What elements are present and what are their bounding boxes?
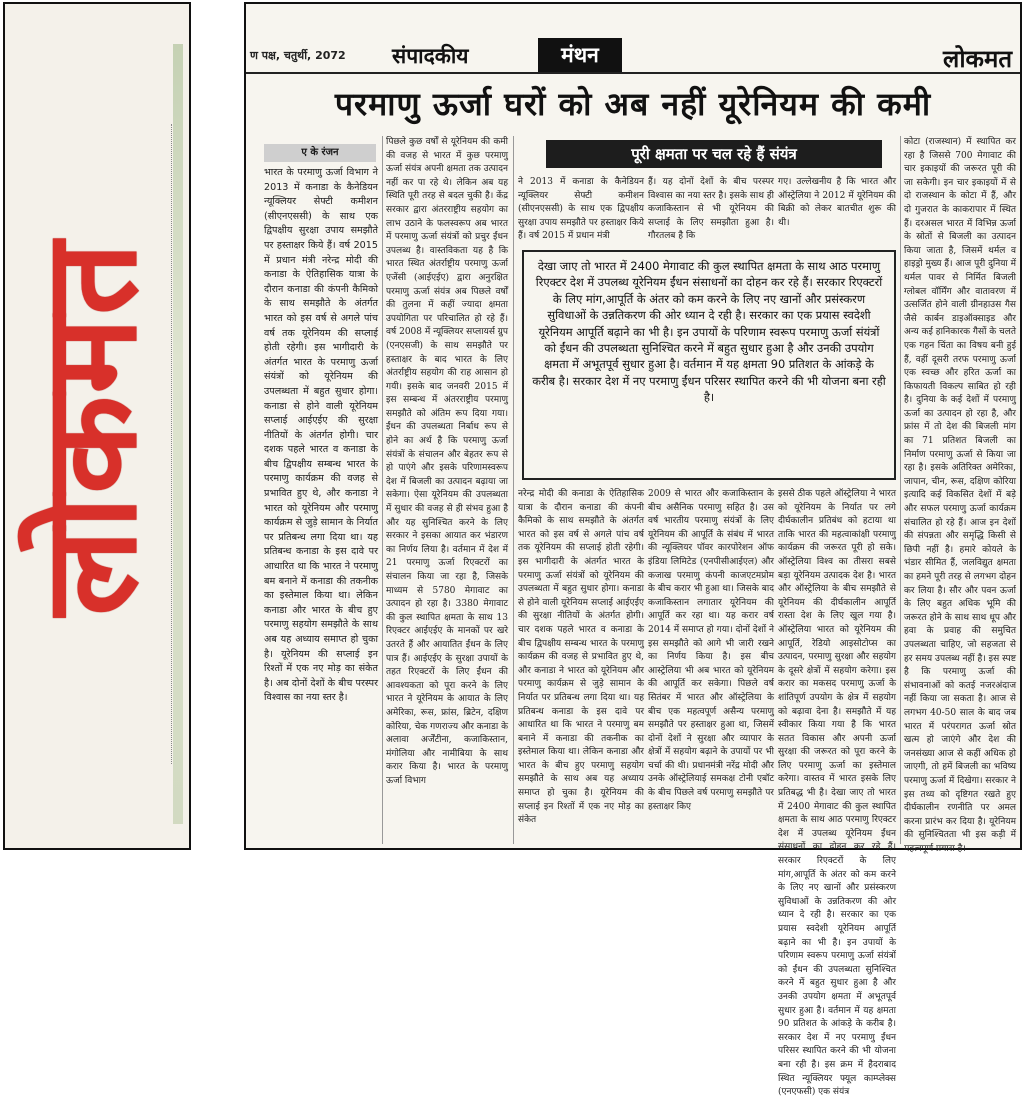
article-subhead: पूरी क्षमता पर चल रहे हैं संयंत्र: [546, 140, 882, 168]
newspaper-page: [244, 2, 1022, 1098]
edition-date: ण पक्ष, चतुर्थी, 2072: [250, 49, 346, 62]
article-headline: परमाणु ऊर्जा घरों को अब नहीं यूरेनियम की कमी: [334, 85, 932, 123]
article-column-9: कोटा (राजस्थान) में स्थापित कर रहा है जिससे 700 मेगावाट की चार इकाइयों की जरूरत पूरी की जा सकेगी। इन चार इकाइयों में से दो राजस्थान के कोटा में हैं, और दो गुजरात के काकरापार में स्थित हैं। दरअसल भारत में विभिन्न ऊर्जा के स्रोतों से बिजली का उत्पादन किया जाता है, जिसमें थर्मल व हाइड्रो मुख्य हैं। आज पूरी दुनिया में थर्मल पावर से निर्मित बिजली ग्लोबल वॉर्मिंग और वातावरण में उत्सर्जित होने वाली ग्रीनहाउस गैस जैसे कार्बन डाइऑक्साइड और अन्य कई हानिकारक गैसों के चलते एक गहन चिंता का विषय बनी हुई हैं, वहीं दूसरी तरफ परमाणु ऊर्जा एक स्वच्छ और हरित ऊर्जा का किफायती विकल्प साबित हो रही है। दुनिया के कई देशों में परमाणु ऊर्जा का उत्पादन हो रहा है, और फ्रांस में तो देश की बिजली मांग का 71 प्रतिशत बिजली का निर्माण परमाणु ऊर्जा से किया जा रहा है। इसके अतिरिक्त अमेरिका, जापान, चीन, रूस, दक्षिण कोरिया इत्यादि कई विकसित देशों में बड़े और सफल परमाणु ऊर्जा कार्यक्रम संचालित हो रहे हैं। आज इन देशों की संपन्नता और समृद्धि किसी से छिपी नहीं है। हमारे कोयले के भंडार सीमित हैं, जलविद्युत क्षमता का हमने पूरी तरह से लगभग दोहन कर लिया है। सौर और पवन ऊर्जा के लिए बहुत अधिक भूमि की जरूरत होने के साथ साथ धूप और हवा के प्रवाह की समुचित उपलब्धता चाहिए, जो सहजता से हर समय उपलब्ध नहीं है। इस स्पष्ट है कि परमाणु ऊर्जा की संभावनाओं को कतई नजरअंदाज नहीं किया जा सकता है। आज से लगभग 40-50 साल के बाद जब भारत में परंपरागत ऊर्जा स्रोत खत्म हो जाएंगे और देश की जनसंख्या आज से कहीं अधिक हो जाएगी, तो हमें बिजली का भविष्य परमाणु ऊर्जा में दिखेगा। सरकार ने इस तथ्य को दृष्टिगत रखते हुए दीर्घकालीन रणनीति पर अमल करना प्रारंभ कर दिया है। यूरेनियम की सुनिश्चितता भी इस कड़ी में महत्वपूर्ण प्रयास है।: [904, 137, 1016, 854]
article-column-6: 2009 से भारत और कजाकिस्तान के बीच असैनिक परमाणु सहित है। उस वर्ष भारतीय परमाणु संयंत्रों के लिए यूरेनियम की आपूर्ति के संबंध में भारत की न्यूक्लियर पॉवर कारपोरेशन ऑफ इंडिया लिमिटेड (एनपीसीआईएल) और कजाख परमाणु कंपनी काजएटमप्रोम के बीच करार भी हुआ था। जिसके बाद कजाकिस्तान लगातार यूरेनियम की आपूर्ति कर रहा था। यह करार वर्ष 2014 में समाप्त हो गया। दोनों देशों ने इस समझौते को आगे भी जारी रखने का निर्णय किया है। इस बीच आस्ट्रेलिया भी अब भारत को यूरेनियम की आपूर्ति कर सकेगा। पिछले वर्ष सितंबर में भारत और ऑस्ट्रेलिया के बीच एक महत्वपूर्ण असैन्य परमाणु समझौते पर हस्ताक्षर हुआ था, जिसमें दोनों देशों ने सुरक्षा और व्यापार के क्षेत्रों में सहयोग बढ़ाने के उपायों पर भी चर्चा की थी। प्रधानमंत्री नरेंद्र मोदी और उनके ऑस्ट्रेलियाई समकक्ष टोनी एबॉट के बीच पिछले वर्ष परमाणु समझौते पर हस्ताक्षर किए: [648, 489, 774, 812]
article-column-1: भारत के परमाणु ऊर्जा विभाग ने 2013 में कनाडा के कैनेडियन न्यूक्लियर सेफ्टी कमीशन (सीएनएससी) के साथ एक द्विपक्षीय सुरक्षा उपाय समझौते पर हस्ताक्षर किये हैं। वर्ष 2015 में प्रधान मंत्री नरेन्द्र मोदी की कनाडा के ऐतिहासिक यात्रा के दौरान कनाडा की कंपनी कैमिको के साथ समझौते के अंतर्गत भारत को इस वर्ष से अगले पांच वर्ष तक यूरेनियम की सप्लाई होती रहेगी। इस भागीदारी के अंतर्गत भारत के परमाणु ऊर्जा संयंत्रों को यूरेनियम की उपलब्धता में बहुत सुधार होगा। कनाडा से होने वाली यूरेनियम सप्लाई आईएईए की सुरक्षा नीतियों के अंतर्गत होगी। चार दशक पहले भारत व कनाडा के बीच द्विपक्षीय सम्बन्ध भारत के परमाणु कार्यक्रम की वजह से प्रभावित हुए थे, और कनाडा ने भारत को यूरेनियम और परमाणु कार्यक्रम से जुड़े सामान के निर्यात पर प्रतिबन्ध लगा दिया था। यह प्रतिबन्ध कनाडा के इस दावे पर आधारित था कि भारत ने परमाणु बम बनाने में कनाडा की तकनीक का इस्तेमाल किया था। लेकिन कनाडा और भारत के बीच हुए परमाणु सहयोग समझौते के साथ अब यह अध्याय समाप्त हो चुका है। यूरेनियम की सप्लाई इन रिश्तों में एक नए मोड़ का संकेत है। अब दोनों देशों के बीच परस्पर विश्वास का नया स्तर है।: [264, 167, 378, 704]
article-column-2: पिछले कुछ वर्षों से यूरेनियम की कमी की वजह से भारत में कुछ परमाणु ऊर्जा संयंत्र अपनी क्षमता तक उत्पादन नहीं कर पा रहे थे। लेकिन अब यह स्थिति पूरी तरह से बदल चुकी है। केंद्र सरकार द्वारा अंतरराष्ट्रीय सहयोग का लाभ उठाने के फलस्वरूप अब भारत में परमाणु ऊर्जा संयंत्रों को प्रचुर ईंधन उपलब्ध है। वास्तविकता यह है कि भारत स्थित अंतर्राष्ट्रीय परमाणु ऊर्जा एजेंसी (आईएईए) द्वारा अनुरक्षित परमाणु ऊर्जा संयंत्र अब पिछले वर्षों की तुलना में कहीं ज्यादा क्षमता उपयोगिता पर परिचालित हो रहे हैं। वर्ष 2008 में न्यूक्लियर सप्लायर्स ग्रुप (एनएसजी) के साथ समझौते पर हस्ताक्षर के बाद भारत के लिए अंतर्राष्ट्रीय सहयोग की राह आसान हो गयी। इसके बाद जनवरी 2015 में इस सम्बन्ध में अंतरराष्ट्रीय परमाणु समझौते को अंतिम रूप दिया गया। ईंधन की उपलब्धता निर्बाध रूप से होने का अर्थ है कि परमाणु ऊर्जा संयंत्रों के संचालन और बेहतर रूप से हो पाएंगे और इसके परिणामस्वरूप देश में बिजली का उत्पादन बढ़ाया जा सकेगा। ऐसा यूरेनियम की उपलब्धता में सुधार की वजह से ही संभव हुआ है और यह सुनिश्चित करने के लिए सरकार ने इसका आयात कर भंडारण का निर्णय लिया है। वर्तमान में देश में 21 परमाणु ऊर्जा रिएक्टरों का संचालन किया जा रहा है, जिसके माध्यम से 5780 मेगावाट का उत्पादन हो रहा है। 3380 मेगावाट की कुल स्थापित क्षमता के साथ 13 रिएक्टर आईएईए के मानकों पर खरे उतरते हैं और आयातित ईंधन के लिए पात्र हैं। आईएईए के सुरक्षा उपायों के तहत रिएक्टरों के लिए ईंधन की आवश्यकता को पूरा करने के लिए भारत ने यूरेनियम के आयात के लिए अमेरिका, रूस, फ्रांस, ब्रिटेन, दक्षिण कोरिया, चेक गणराज्य और कनाडा के अलावा अर्जेंटीना, कजाकिस्तान, मंगोलिया और नामीबिया के साथ करार किया है। भारत के परमाणु ऊर्जा विभाग: [386, 137, 508, 786]
column-rule: [513, 136, 514, 844]
article-column-4: हैं। यह दोनों देशों के बीच परस्पर विश्वास का नया स्तर है। इसके साथ ही कजाकिस्तान से भी यूरेनियम की सप्लाई के लिए समझौता हुआ है। गौरतलब है कि: [648, 177, 774, 242]
column-rule: [382, 136, 383, 844]
masthead-logo-text: लोकमत: [16, 240, 166, 616]
column-rule: [900, 136, 901, 844]
byline: ए के रंजन: [264, 144, 376, 162]
pull-quote-box: देखा जाए तो भारत में 2400 मेगावाट की कुल स्थापित क्षमता के साथ आठ परमाणु रिएक्टर देश में उपलब्ध यूरेनियम ईंधन संसाधनों का दोहन कर रहे हैं। सरकार रिएक्टरों के लिए मांग,आपूर्ति के अंतर को कम करने के लिए नए खानों और प्रसंस्करण सुविधाओं के उन्नतिकरण की ओर ध्यान दे रही है। सरकार का एक प्रयास स्वदेशी यूरेनियम आपूर्ति बढ़ाने का भी है। इन उपायों के परिणाम स्वरूप परमाणु ऊर्जा संयंत्रों को ईंधन की उपलब्धता सुनिश्चित करने में बहुत सुधार हुआ है और उनकी उपयोग क्षमता में अभूतपूर्व सुधार हुआ है। वर्तमान में यह क्षमता 90 प्रतिशत के आंकड़े के करीब है। सरकार देश में नए परमाणु ईंधन परिसर स्थापित करने की भी योजना बना रही है।: [522, 250, 896, 480]
masthead-strip: [3, 2, 191, 850]
page-header: [246, 4, 1020, 74]
article-column-8: इससे ठीक पहले ऑस्ट्रेलिया ने भारत को यूरेनियम के निर्यात पर लगे दीर्घकालीन प्रतिबंध को हटाया था ताकि भारत की महत्वाकांक्षी परमाणु कार्यक्रम की जरूरत पूरी हो सके। ऑस्ट्रेलिया विश्व का तीसरा सबसे बड़ा यूरेनियम उत्पादक देश है। भारत और ऑस्ट्रेलिया के बीच समझौते से यूरेनियम की दीर्घकालीन आपूर्ति रास्ता देश के लिए खुल गया है। ऑस्ट्रेलिया भारत को यूरेनियम की आपूर्ति, रेडियो आइसोटोप्स का उत्पादन, परमाणु सुरक्षा और सहयोग के दूसरे क्षेत्रों में सहयोग करेगा। इस करार का मकसद परमाणु ऊर्जा के शांतिपूर्ण उपयोग के क्षेत्र में सहयोग को बढ़ावा देना है। समझौते में यह स्वीकार किया गया है कि भारत सतत विकास और अपनी ऊर्जा सुरक्षा की जरूरत को पूरा करने के लिए परमाणु ऊर्जा का इस्तेमाल करेगा। वास्तव में भारत इसके लिए प्रतिबद्ध भी है। देखा जाए तो भारत में 2400 मेगावाट की कुल स्थापित क्षमता के साथ आठ परमाणु रिएक्टर देश में उपलब्ध यूरेनियम ईंधन संसाधनों का दोहन कर रहे हैं। सरकार रिएक्टरों के लिए मांग,आपूर्ति के अंतर को कम करने के लिए नए खानों और प्रसंस्करण सुविधाओं के उन्नतिकरण की ओर ध्यान दे रही है। सरकार का एक प्रयास स्वदेशी यूरेनियम आपूर्ति बढ़ाने का भी है। इन उपायों के परिणाम स्वरूप परमाणु ऊर्जा संयंत्रों को ईंधन की उपलब्धता सुनिश्चित करने में बहुत सुधार हुआ है और उनकी उपयोग क्षमता में अभूतपूर्व सुधार हुआ है। वर्तमान में यह क्षमता 90 प्रतिशत के आंकड़े के करीब है। सरकार देश में नए परमाणु ईंधन परिसर स्थापित करने की भी योजना बना रही है। इस क्रम में हैदराबाद स्थित न्यूक्लियर फ्यूल काम्प्लेक्स (एनएफसी) एक संयंत्र: [778, 489, 896, 1098]
column-name-badge: मंथन: [538, 38, 622, 72]
section-label: संपादकीय: [392, 44, 469, 68]
article-column-3: ने 2013 में कनाडा के कैनेडियन न्यूक्लियर सेफ्टी कमीशन (सीएनएससी) के साथ एक द्विपक्षीय सुरक्षा उपाय समझौते पर हस्ताक्षर किये हैं। वर्ष 2015 में प्रधान मंत्री: [518, 177, 644, 242]
article-column-7: गए। उल्लेखनीय है कि भारत और ऑस्ट्रेलिया ने 2012 में यूरेनियम की बिक्री को लेकर बातचीत शुरू की थी।: [778, 177, 896, 228]
paper-name: लोकमत: [943, 45, 1012, 73]
article-column-5: नरेन्द्र मोदी की कनाडा के ऐतिहासिक यात्रा के दौरान कनाडा की कंपनी कैमिको के साथ समझौते के अंतर्गत भारत को इस वर्ष से अगले पांच वर्ष तक यूरेनियम की सप्लाई होती रहेगी। इस भागीदारी के अंतर्गत भारत के परमाणु ऊर्जा संयंत्रों को यूरेनियम की उपलब्धता में बहुत सुधार होगा। कनाडा से होने वाली यूरेनियम सप्लाई आईएईए की सुरक्षा नीतियों के अंतर्गत होगी। चार दशक पहले भारत व कनाडा के बीच द्विपक्षीय सम्बन्ध भारत के परमाणु कार्यक्रम की वजह से प्रभावित हुए थे, और कनाडा ने भारत को यूरेनियम और परमाणु कार्यक्रम से जुड़े सामान के निर्यात पर प्रतिबन्ध लगा दिया था। यह प्रतिबन्ध कनाडा के इस दावे पर आधारित था कि भारत ने परमाणु बम बनाने में कनाडा की तकनीक का इस्तेमाल किया था। लेकिन कनाडा और भारत के बीच हुए परमाणु सहयोग समझौते के साथ अब यह अध्याय समाप्त हो चुका है। यूरेनियम की सप्लाई इन रिश्तों में एक नए मोड़ का संकेत: [518, 489, 644, 826]
